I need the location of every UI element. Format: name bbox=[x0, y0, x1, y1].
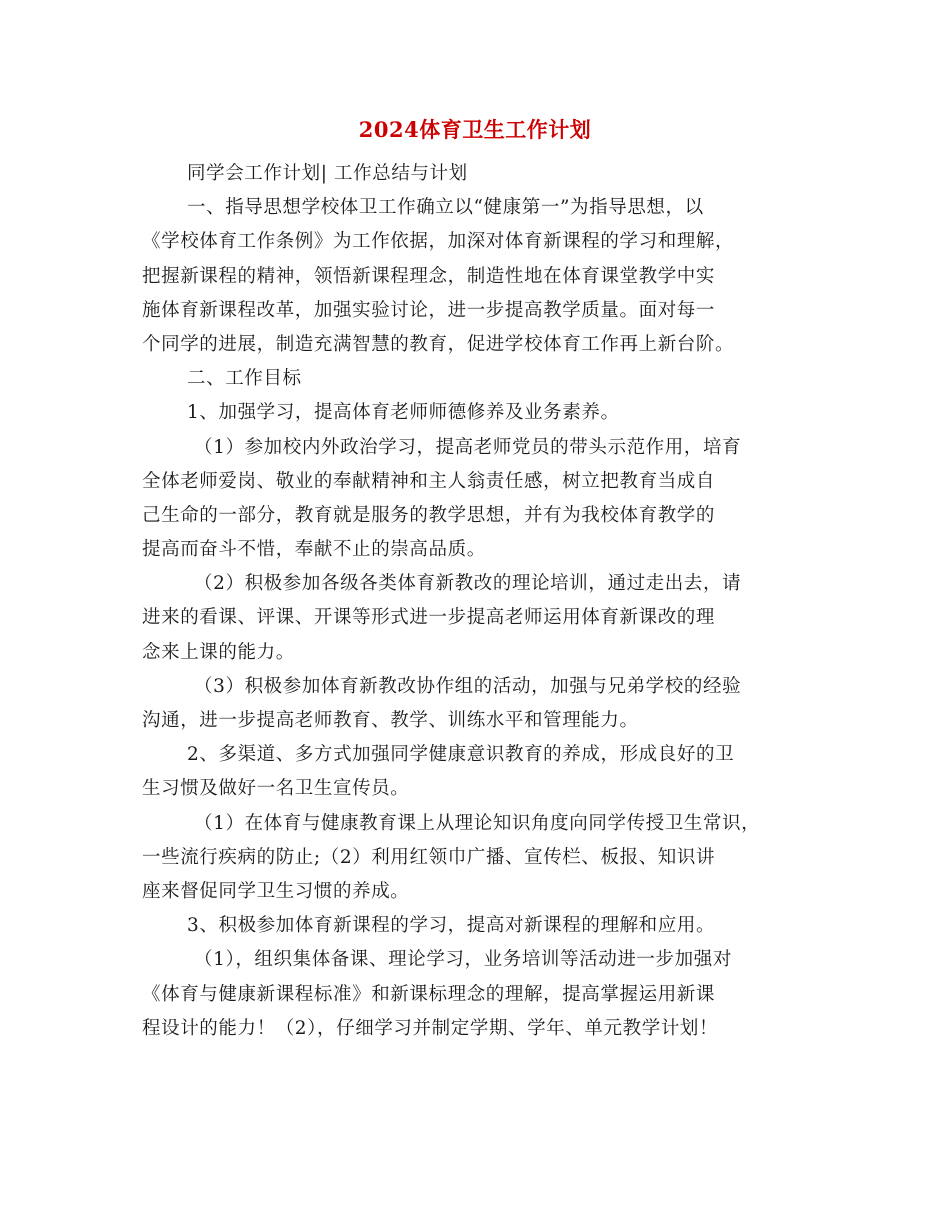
text-line: 提高而奋斗不惜，奉献不止的崇高品质。 bbox=[142, 539, 486, 561]
text-line: （1）参加校内外政治学习，提高老师党员的带头示范作用，培育 bbox=[194, 436, 742, 458]
document-body bbox=[142, 157, 822, 1046]
text-line: 2、多渠道、多方式加强同学健康意识教育的养成，形成良好的卫 bbox=[187, 744, 735, 766]
text-line: 《体育与健康新课程标准》和新课标理念的理解，提高掌握运用新课 bbox=[142, 983, 716, 1005]
text-line: 念来上课的能力。 bbox=[142, 641, 295, 663]
text-line: 同学会工作计划| 工作总结与计划 bbox=[187, 163, 468, 184]
text-line: 沟通，进一步提高老师教育、教学、训练水平和管理能力。 bbox=[142, 710, 639, 731]
text-line: 《学校体育工作条例》为工作依据，加深对体育新课程的学习和理解， bbox=[142, 231, 735, 253]
text-line: （2）积极参加各级各类体育新教改的理论培训，通过走出去，请 bbox=[194, 573, 742, 595]
text-line: 个同学的进展，制造充满智慧的教育，促进学校体育工作再上新台阶。 bbox=[142, 333, 735, 355]
text-line: 1、加强学习，提高体育老师师德修养及业务素养。 bbox=[187, 402, 620, 424]
text-line: 座来督促同学卫生习惯的养成。 bbox=[142, 880, 410, 902]
text-line: 生习惯及做好一名卫生宣传员。 bbox=[142, 778, 410, 800]
text-line: 把握新课程的精神，领悟新课程理念，制造性地在体育课堂教学中实 bbox=[142, 265, 716, 287]
document-title: 2024体育卫生工作计划 bbox=[358, 117, 592, 142]
text-line: 全体老师爱岗、敬业的奉献精神和主人翁责任感，树立把教育当成自 bbox=[142, 470, 716, 492]
text-line: 一、指导思想学校体卫工作确立以“健康第一”为指导思想，以 bbox=[187, 197, 704, 219]
text-line: 3、积极参加体育新课程的学习，提高对新课程的理解和应用。 bbox=[187, 915, 716, 937]
text-line: （3）积极参加体育新教改协作组的活动，加强与兄弟学校的经验 bbox=[194, 675, 742, 697]
text-line: 进来的看课、评课、开课等形式进一步提高老师运用体育新课改的理 bbox=[142, 607, 716, 629]
text-line: （1）在体育与健康教育课上从理论知识角度向同学传授卫生常识， bbox=[194, 812, 761, 834]
text-line: （1），组织集体备课、理论学习，业务培训等活动进一步加强对 bbox=[194, 949, 732, 971]
text-line: 施体育新课程改革，加强实验讨论，进一步提高教学质量。面对每一 bbox=[142, 299, 716, 321]
text-line: 己生命的一部分，教育就是服务的教学思想，并有为我校体育教学的 bbox=[142, 504, 716, 526]
text-line: 程设计的能力！（2），仔细学习并制定学期、学年、单元教学计划！ bbox=[142, 1017, 719, 1039]
text-line: 二、工作目标 bbox=[187, 368, 302, 390]
text-line: 一些流行疾病的防止;（2）利用红领巾广播、宣传栏、板报、知识讲 bbox=[142, 846, 716, 868]
